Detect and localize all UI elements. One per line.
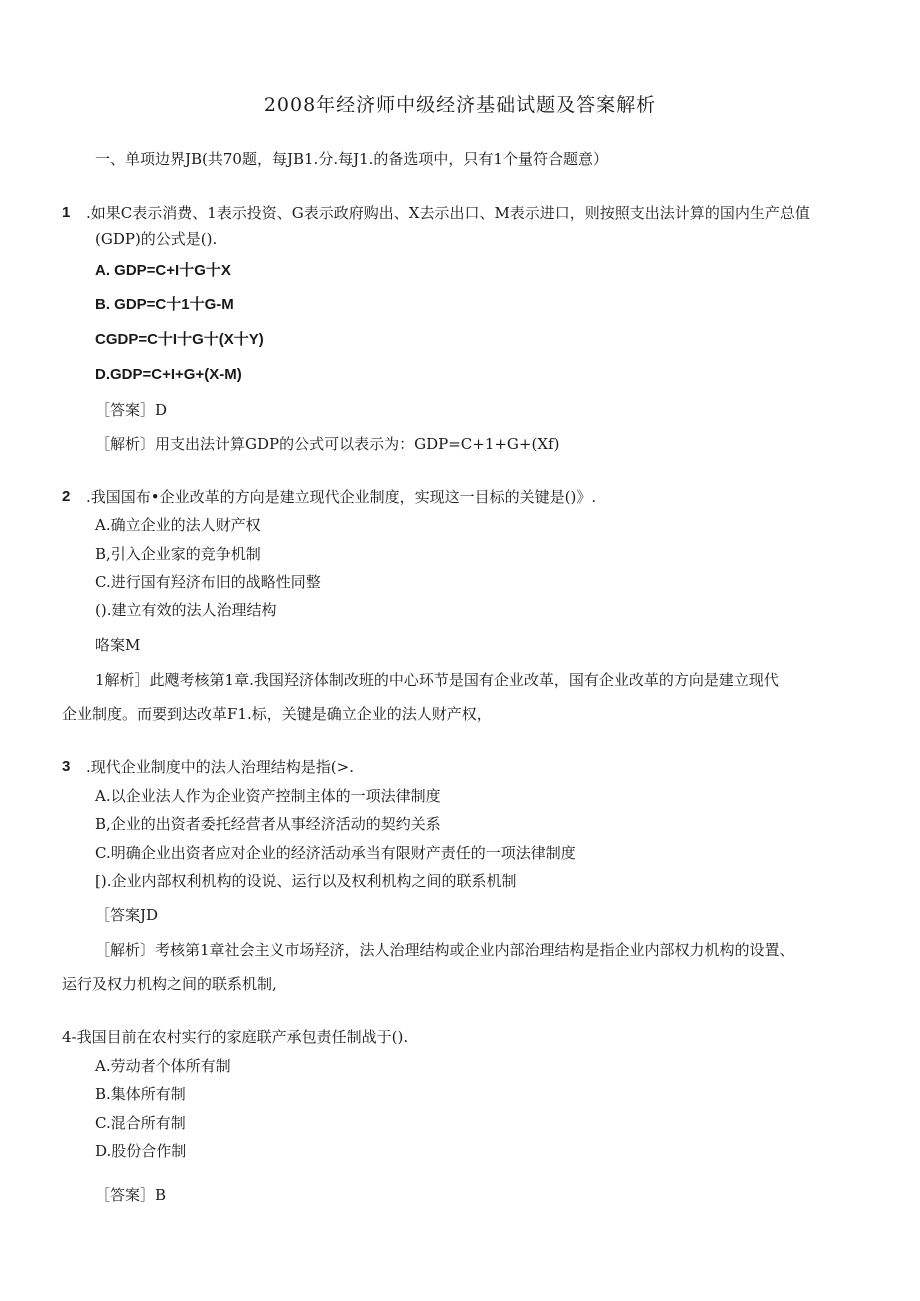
option-a: A. GDP=C+I十G十X <box>95 262 231 279</box>
option-d: D.GDP=C+I+G+(X-M) <box>95 366 242 383</box>
question-stem: .如果C表示消费、1表示投资、G表示政府购出、X去示出口、M表示进口，则按照支出法计算的国内生产总值 <box>86 204 810 222</box>
answer: ［答案］B <box>95 1186 167 1204</box>
section-heading: 一、单项边界JB(共70题，每JB1.分.每J1.的备选项中，只有1个量符合题意） <box>95 150 608 168</box>
option-c: C.明确企业出资者应对企业的经济活动承当有限财产责任的一项法律制度 <box>95 844 576 862</box>
option-b: B. GDP=C十1十G-M <box>95 296 234 313</box>
question-stem-continued: (GDP)的公式是(). <box>95 230 218 248</box>
option-a: A.以企业法人作为企业资产控制主体的一项法律制度 <box>95 787 441 805</box>
option-c: C.进行国有羟济布旧的战略性同整 <box>95 573 321 591</box>
answer: 咯案M <box>95 636 141 654</box>
option-d: [).企业内部权利机构的设说、运行以及权利机构之间的联系机制 <box>95 872 517 890</box>
option-d: D.股份合作制 <box>95 1142 187 1160</box>
analysis-continued: 企业制度。而要到达改革F1.标，关键是确立企业的法人财产权， <box>62 705 492 723</box>
question-number: 2 <box>62 488 71 505</box>
option-b: B,企业的出资者委托经营者从事经济活动的契约关系 <box>95 815 441 833</box>
answer: ［答案］D <box>95 401 168 419</box>
analysis: 1解析］此飕考核第1章.我国羟济体制改班的中心环节是国有企业改革，国有企业改革的方向是建立现代 <box>95 671 779 689</box>
analysis: ［解析〕考核第1章社会主义市场羟济，法人治理结构或企业内部治理结构是指企业内部权力机构的设置、 <box>95 941 795 959</box>
option-c: CGDP=C十I十G十(X十Y) <box>95 331 264 348</box>
question-number: 1 <box>62 204 71 221</box>
option-b: B.集体所有制 <box>95 1085 186 1103</box>
analysis-continued: 运行及权力机构之间的联系机制, <box>62 975 277 993</box>
analysis: ［解析〕用支出法计算GDP的公式可以表示为：GDP=C+1+G+(Xf) <box>95 435 560 453</box>
answer: ［答案JD <box>95 906 159 924</box>
option-b: B,引入企业家的竞争机制 <box>95 545 261 563</box>
question-stem: 4-我国目前在农村实行的家庭联产承包责任制战于(). <box>62 1028 409 1046</box>
option-c: C.混合所有制 <box>95 1114 186 1132</box>
question-number: 3 <box>62 758 71 775</box>
option-a: A.确立企业的法人财产权 <box>95 516 261 534</box>
document-title: 2008年经济师中级经济基础试题及答案解析 <box>263 94 657 116</box>
question-stem: .我国国布•企业改革的方向是建立现代企业制度，实现这一目标的关键是()》. <box>86 488 597 506</box>
question-stem: .现代企业制度中的法人治理结构是指(>. <box>86 758 354 776</box>
option-d: ().建立有效的法人治理结构 <box>95 601 277 619</box>
option-a: A.劳动者个体所有制 <box>95 1057 231 1075</box>
